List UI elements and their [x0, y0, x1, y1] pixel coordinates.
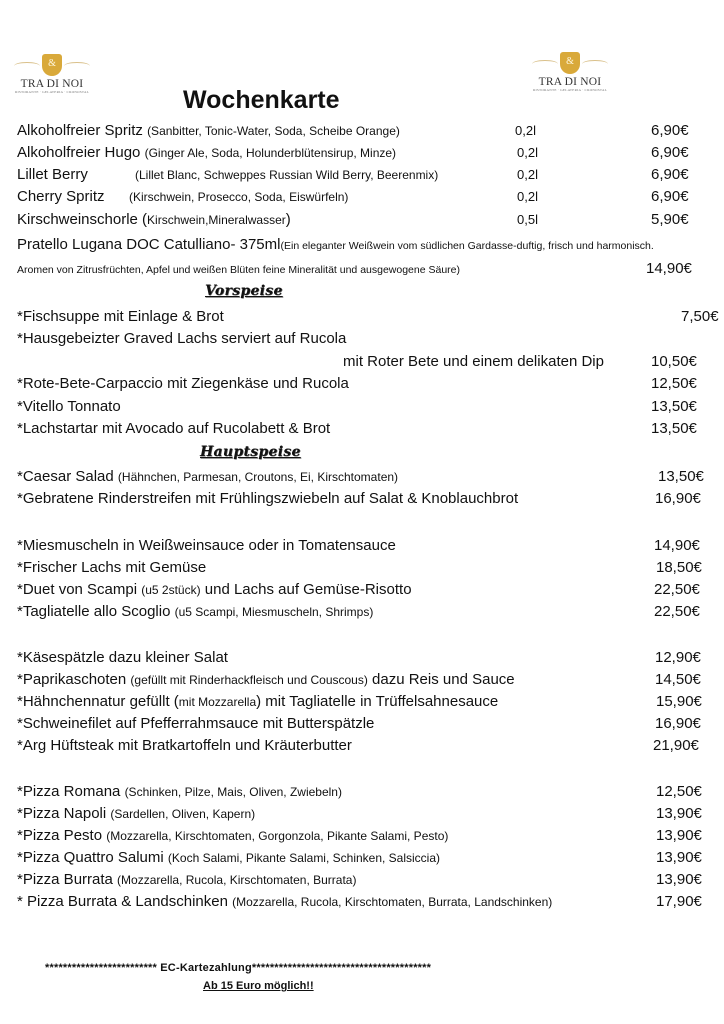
menu-item-continuation: mit Roter Bete und einem delikaten Dip 10,50€ — [343, 353, 697, 370]
dish-description: (u5 2stück) — [141, 583, 201, 597]
menu-item — [17, 803, 724, 825]
menu-item — [17, 647, 724, 669]
menu-item — [17, 847, 724, 869]
menu-item — [17, 869, 724, 891]
logo-name: TRA DI NOI — [538, 76, 602, 88]
dish-description: (Schinken, Pilze, Mais, Oliven, Zwiebeln) — [124, 785, 342, 799]
menu-item: *Hausgebeizter Graved Lachs serviert auf Rucola — [17, 330, 347, 347]
dish-price: 22,50€ — [654, 603, 700, 620]
dish-price: 15,90€ — [656, 693, 702, 710]
dish-price: 14,90€ — [654, 537, 700, 554]
dish-name-continued: und Lachs auf Gemüse-Risotto — [200, 581, 412, 598]
dish-name: *Arg Hüftsteak mit Bratkartoffeln und Kräuterbutter — [17, 737, 352, 754]
page-title: Wochenkarte — [183, 86, 340, 114]
dish-name: *Pizza Pesto — [17, 827, 107, 844]
menu-item: Alkoholfreier Hugo (Ginger Ale, Soda, Holunderblütensirup, Minze) 0,2l 6,90€ — [17, 144, 689, 161]
dish-name-continued: dazu Reis und Sauce — [367, 671, 515, 688]
menu-item: Cherry Spritz (Kirschwein, Prosecco, Soda, Eiswürfeln) 0,2l 6,90€ — [17, 188, 689, 205]
dish-name: *Duet von Scampi — [17, 581, 142, 598]
dish-price: 13,90€ — [656, 849, 702, 866]
section-heading-vorspeise: Vorspeise — [205, 283, 283, 299]
dish-name: * Pizza Burrata & Landschinken — [17, 893, 233, 910]
logo-subtitle: RISTORANTE · GELATERIA · CRONOSTAL — [14, 90, 90, 94]
dish-price: 16,90€ — [655, 715, 701, 732]
dish-description: (u5 Scampi, Miesmuscheln, Shrimps) — [174, 605, 374, 619]
footer-payment-note: ************************* EC-Kartezahlung**************************************** — [45, 962, 432, 974]
dish-description: (gefüllt mit Rinderhackfleisch und Couscous) — [130, 673, 368, 687]
dish-name: *Schweinefilet auf Pfefferrahmsauce mit Butterspätzle — [17, 715, 375, 732]
footer-minimum-note: Ab 15 Euro möglich!! — [203, 980, 314, 992]
dish-description: (Mozzarella, Rucola, Kirschtomaten, Burrata, Landschinken) — [232, 895, 553, 909]
dish-name: *Pizza Napoli — [17, 805, 111, 822]
dish-description: (Mozzarella, Rucola, Kirschtomaten, Burrata) — [117, 873, 357, 887]
dish-price: 16,90€ — [655, 490, 701, 507]
dish-name: *Tagliatelle allo Scoglio — [17, 603, 175, 620]
menu-item — [17, 713, 724, 735]
dish-name: *Pizza Burrata — [17, 871, 118, 888]
menu-item — [17, 535, 724, 557]
dish-name: *Caesar Salad — [17, 468, 118, 485]
menu-item: Kirschweinschorle (Kirschwein,Mineralwasser) 0,5l 5,90€ — [17, 211, 689, 228]
dish-price: 14,50€ — [655, 671, 701, 688]
logo-subtitle: RISTORANTE · GELATERIA · CRONOSTAL — [532, 88, 608, 92]
dish-name: *Käsespätzle dazu kleiner Salat — [17, 649, 228, 666]
menu-item-wine: Pratello Lugana DOC Catulliano- 375ml(Ein eleganter Weißwein vom südlichen Gardasse-duftig, frisch und harmonisch. — [17, 236, 654, 253]
menu-item — [17, 669, 724, 691]
dish-name: *Pizza Quattro Salumi — [17, 849, 168, 866]
menu-item-wine-desc: Aromen von Zitrusfrüchten, Apfel und weißen Blüten feine Mineralität und ausgewogene Säure) 14,90€ — [17, 260, 692, 277]
menu-item — [17, 735, 724, 757]
menu-item: *Fischsuppe mit Einlage & Brot 7,50€ — [17, 308, 719, 325]
menu-item — [17, 466, 724, 488]
menu-item: *Rote-Bete-Carpaccio mit Ziegenkäse und Rucola 12,50€ — [17, 375, 697, 392]
crest-icon: & — [530, 50, 610, 76]
logo-name: TRA DI NOI — [20, 78, 84, 90]
menu-item — [17, 781, 724, 803]
dish-description: (Sardellen, Oliven, Kapern) — [110, 807, 256, 821]
dish-price: 22,50€ — [654, 581, 700, 598]
menu-item — [17, 557, 724, 579]
menu-item: *Lachstartar mit Avocado auf Rucolabett & Brot 13,50€ — [17, 420, 697, 437]
dish-name: *Hähnchennatur gefüllt ( — [17, 693, 179, 710]
menu-item — [17, 488, 724, 510]
dish-name: *Pizza Romana — [17, 783, 125, 800]
dish-price: 13,90€ — [656, 805, 702, 822]
dish-price: 13,90€ — [656, 871, 702, 888]
dish-price: 13,50€ — [658, 468, 704, 485]
crest-icon: & — [12, 52, 92, 78]
dish-price: 21,90€ — [653, 737, 699, 754]
logo-left — [12, 52, 92, 98]
dish-name: *Gebratene Rinderstreifen mit Frühlingszwiebeln auf Salat & Knoblauchbrot — [17, 490, 519, 507]
menu-item: Lillet Berry (Lillet Blanc, Schweppes Russian Wild Berry, Beerenmix) 0,2l 6,90€ — [17, 166, 689, 183]
dish-name: *Paprikaschoten — [17, 671, 131, 688]
dish-price: 12,50€ — [656, 783, 702, 800]
menu-item — [17, 825, 724, 847]
dish-description: mit Mozzarella — [178, 695, 257, 709]
dish-price: 18,50€ — [656, 559, 702, 576]
dish-description: (Koch Salami, Pikante Salami, Schinken, Salsiccia) — [167, 851, 441, 865]
dish-description: (Hähnchen, Parmesan, Croutons, Ei, Kirschtomaten) — [117, 470, 399, 484]
menu-item — [17, 579, 724, 601]
dish-price: 13,90€ — [656, 827, 702, 844]
menu-item — [17, 691, 724, 713]
dish-name-continued: ) mit Tagliatelle in Trüffelsahnesauce — [256, 693, 499, 710]
dish-price: 17,90€ — [656, 893, 702, 910]
menu-item — [17, 601, 724, 623]
menu-item: Alkoholfreier Spritz (Sanbitter, Tonic-Water, Soda, Scheibe Orange) 0,2l 6,90€ — [17, 122, 689, 139]
dish-price: 12,90€ — [655, 649, 701, 666]
logo-right — [530, 50, 610, 96]
dish-name: *Frischer Lachs mit Gemüse — [17, 559, 207, 576]
section-heading-hauptspeise: Hauptspeise — [200, 444, 301, 460]
menu-item — [17, 891, 724, 913]
dish-name: *Miesmuscheln in Weißweinsauce oder in Tomatensauce — [17, 537, 396, 554]
dish-description: (Mozzarella, Kirschtomaten, Gorgonzola, Pikante Salami, Pesto) — [106, 829, 449, 843]
menu-item: *Vitello Tonnato 13,50€ — [17, 398, 697, 415]
